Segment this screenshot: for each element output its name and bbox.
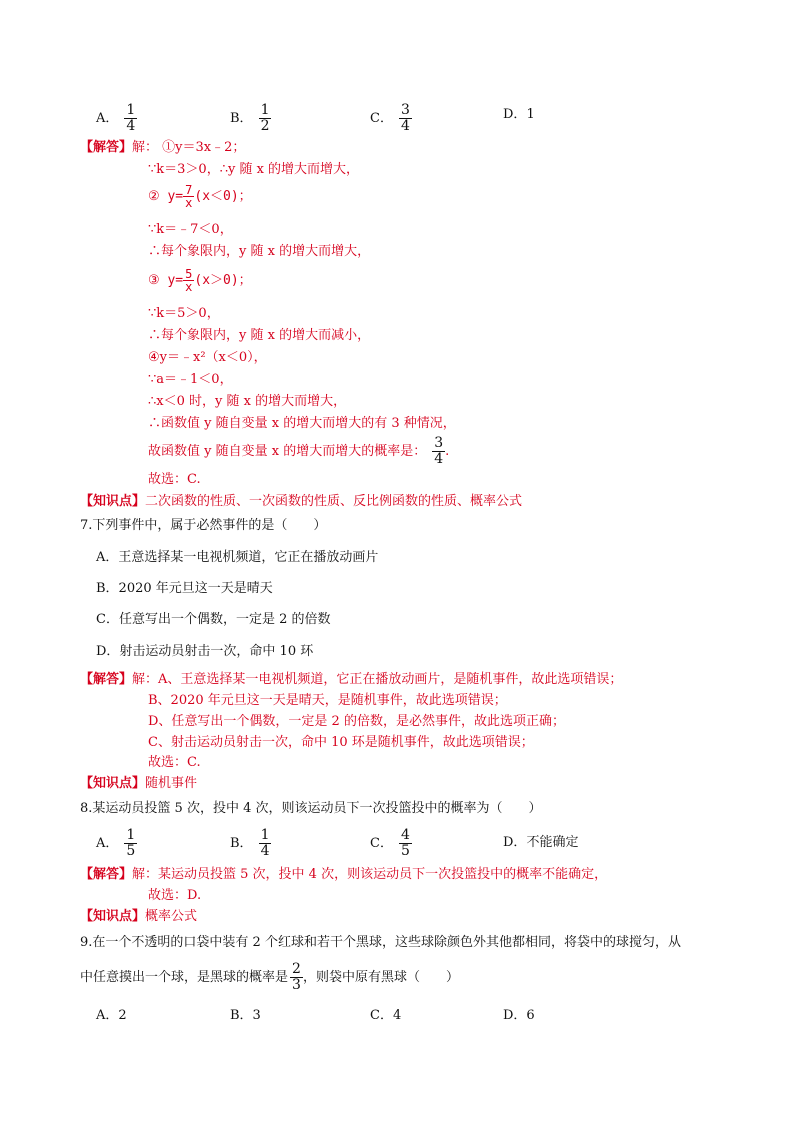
q6-solution-line-5: ∴每个象限内，y 随 x 的增大而增大， bbox=[148, 244, 371, 259]
q6-solution-line-7: ∵k＝5＞0， bbox=[148, 306, 220, 321]
q9-option-b: B．3 bbox=[230, 1008, 261, 1023]
q9-stem-line-2: 中任意摸出一个球，是黑球的概率是 $\frac{2}{3}$ ，则袋中原有黑球（ ） bbox=[80, 961, 459, 993]
q6-solution-line-1: 【解答】解： ①y＝3x﹣2； bbox=[80, 140, 246, 155]
q8-solution-line-2: 故选：D. bbox=[148, 888, 202, 903]
q6-solution-line-8: ∴每个象限内，y 随 x 的增大而减小， bbox=[148, 328, 371, 343]
q6-solution-line-3: ② y= $\frac{7}{x}$ (x＜0)； bbox=[148, 183, 252, 210]
q6-option-d: D．1 bbox=[503, 107, 535, 122]
q6-option-a: A． $\frac{1}{4}$ bbox=[96, 102, 136, 134]
q7-option-c: C．任意写出一个偶数，一定是 2 的倍数 bbox=[96, 612, 331, 627]
q7-stem: 7.下列事件中，属于必然事件的是（ ） bbox=[80, 518, 327, 533]
q6-solution-line-2: ∵k＝3＞0，∴y 随 x 的增大而增大， bbox=[148, 162, 360, 177]
q6-solution-line-9: ④y＝﹣x²（x＜0）， bbox=[148, 350, 267, 365]
q8-option-a: A． $\frac{1}{5}$ bbox=[96, 827, 136, 859]
q8-stem: 8.某运动员投篮 5 次，投中 4 次，则该运动员下一次投篮投中的概率为（ ） bbox=[80, 801, 542, 816]
q7-option-a: A．王意选择某一电视机频道，它正在播放动画片 bbox=[96, 550, 379, 565]
q6-solution-line-12: ∴函数值 y 随自变量 x 的增大而增大的有 3 种情况， bbox=[148, 416, 456, 431]
q6-solution-line-6: ③ y= $\frac{5}{x}$ (x＞0)； bbox=[148, 267, 252, 294]
q6-solution-line-10: ∵a＝﹣1＜0， bbox=[148, 372, 233, 387]
q7-solution-line-3: D、任意写出一个偶数，一定是 2 的倍数，是必然事件，故此选项正确； bbox=[148, 714, 565, 729]
q7-option-d: D．射击运动员射击一次，命中 10 环 bbox=[96, 644, 314, 659]
q9-option-c: C．4 bbox=[370, 1008, 402, 1023]
q9-stem-line-1: 9.在一个不透明的口袋中装有 2 个红球和若干个黑球，这些球除颜色外其他都相同，将袋中的球搅匀，从 bbox=[80, 935, 681, 950]
q7-knowledge: 【知识点】随机事件 bbox=[80, 776, 198, 791]
q8-knowledge: 【知识点】概率公式 bbox=[80, 909, 198, 924]
q8-option-c: C． $\frac{4}{5}$ bbox=[370, 827, 410, 859]
q9-option-d: D．6 bbox=[503, 1008, 535, 1023]
q7-solution-line-1: 【解答】解：A、王意选择某一电视机频道，它正在播放动画片，是随机事件，故此选项错误； bbox=[80, 672, 623, 687]
q7-solution-line-5: 故选：C. bbox=[148, 755, 201, 770]
q6-solution-line-11: ∴x＜0 时，y 随 x 的增大而增大， bbox=[148, 394, 347, 409]
q7-solution-line-4: C、射击运动员射击一次，命中 10 环是随机事件，故此选项错误； bbox=[148, 735, 534, 750]
q8-option-d: D．不能确定 bbox=[503, 835, 579, 850]
q6-option-c: C． $\frac{3}{4}$ bbox=[370, 102, 410, 134]
q9-option-a: A．2 bbox=[96, 1008, 127, 1023]
q6-knowledge: 【知识点】二次函数的性质、一次函数的性质、反比例函数的性质、概率公式 bbox=[80, 494, 523, 509]
q6-option-b: B． $\frac{1}{2}$ bbox=[230, 102, 270, 134]
q8-solution-line-1: 【解答】解：某运动员投篮 5 次，投中 4 次，则该运动员下一次投篮投中的概率不能确定， bbox=[80, 867, 608, 882]
q7-option-b: B．2020 年元旦这一天是晴天 bbox=[96, 581, 273, 596]
q7-solution-line-2: B、2020 年元旦这一天是晴天，是随机事件，故此选项错误； bbox=[148, 693, 507, 708]
q6-solution-line-14: 故选：C. bbox=[148, 472, 201, 487]
q8-option-b: B． $\frac{1}{4}$ bbox=[230, 827, 270, 859]
q6-solution-line-4: ∵k＝﹣7＜0， bbox=[148, 222, 233, 237]
q6-solution-line-13: 故函数值 y 随自变量 x 的增大而增大的概率是： $\frac{3}{4}$ . bbox=[148, 435, 450, 467]
